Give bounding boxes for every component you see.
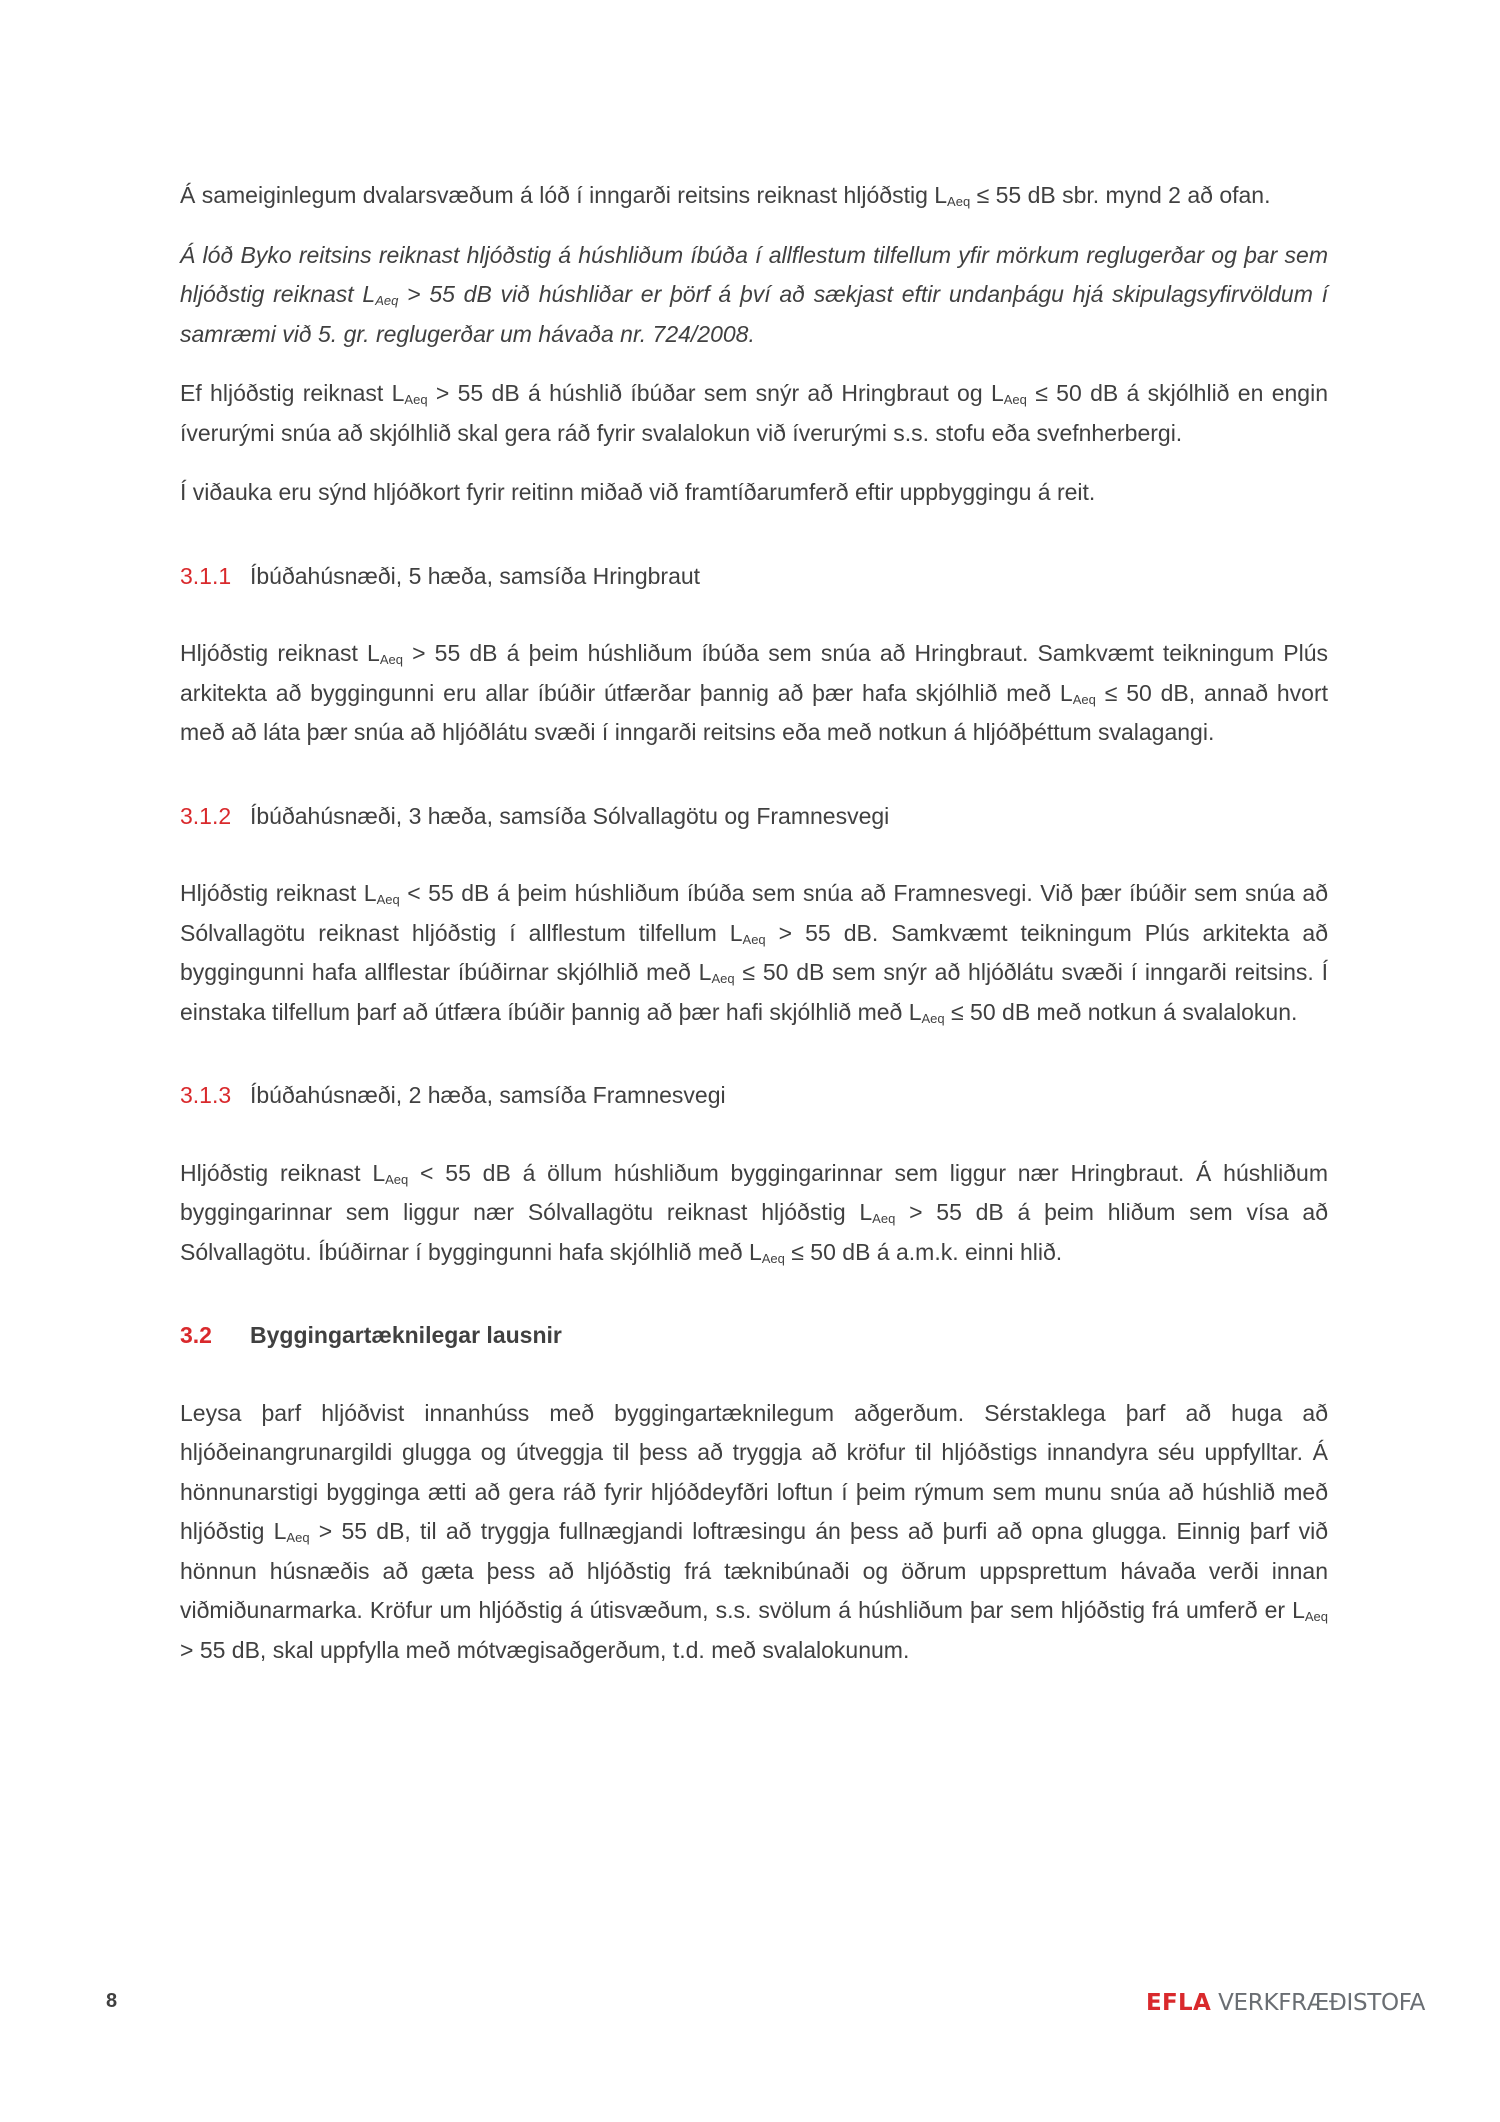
subscript-aeq: Aeq [379,652,403,667]
text-run: > 55 dB á húshlið íbúðar sem snýr að Hringbraut og L [427,380,1004,406]
logo-brand: EFLA [1146,1990,1212,2016]
section-number: 3.1.1 [180,562,232,589]
subscript-aeq: Aeq [947,194,971,209]
text-run: < 55 dB á þeim húshliðum íbúða sem snúa að Framnesvegi. Við þær íbúðir sem snúa að Sólvallagötu reiknast hljóðstig í allflestum tilfellum L [180,880,1329,946]
subscript-aeq: Aeq [286,1530,310,1545]
text-run: > 55 dB, skal uppfylla með mótvægisaðgerðum, t.d. með svalalokunum. [180,1636,910,1663]
text-run: > 55 dB á þeim hliðum sem vísa að Sólvallagötu. Íbúðirnar í byggingunni hafa skjólhlið með L [180,1199,1328,1265]
text-run: Hljóðstig reiknast L [180,640,380,666]
subscript-aeq: Aeq [761,1250,785,1266]
logo-suffix: VERKFRÆÐISTOFA [1211,1990,1426,2016]
section-number: 3.1.2 [180,802,232,829]
section-number: 3.1.3 [180,1082,232,1108]
text-run: ≤ 50 dB á a.m.k. einni hlið. [784,1238,1063,1265]
subscript-aeq: Aeq [1072,691,1096,707]
text-run: ≤ 50 dB á skjólhlið en engin íverurými snúa að skjólhlið skal gera ráð fyrir svalalokun við íverurými s.s. stofu eða svefnherbergi. [180,380,1328,446]
section-heading-3-2 [180,1316,1328,1356]
paragraph-balcony-enclosure [180,374,1328,453]
text-run: < 55 dB á öllum húshliðum byggingarinnar sem liggur nær Hringbraut. Á húshliðum byggingarinnar sem liggur nær Sólvallagötu reiknast hljóðstig L [180,1159,1329,1225]
section-heading-3-1-2 [180,797,1328,837]
subscript-aeq: Aeq [375,293,399,308]
section-heading-3-1-3 [180,1076,1328,1116]
subscript-aeq: Aeq [872,1211,896,1226]
subscript-aeq: Aeq [1003,392,1027,407]
text-run: ≤ 55 dB sbr. mynd 2 að ofan. [970,182,1271,208]
text-run: Hljóðstig reiknast L [180,880,377,906]
paragraph-section-3-2 [180,1394,1328,1671]
section-title: Íbúðahúsnæði, 3 hæða, samsíða Sólvallagötu og Framnesvegi [250,802,890,829]
section-number: 3.2 [180,1322,212,1348]
paragraph-section-3-1-1 [180,634,1328,753]
text-run: Leysa þarf hljóðvist innanhúss með byggingartæknilegum aðgerðum. Sérstaklega þarf að huga að hljóðeinangrunargildi glugga og útveggja til þess að tryggja að kröfur til hljóðstigs innandyra séu uppfylltar. Á hönnunarstigi bygginga ætti að gera ráð fyrir hljóðdeyfðri loftun í þeim rýmum sem munu snúa að húshlið með hljóðstig L [180,1399,1328,1544]
subscript-aeq: Aeq [711,971,735,986]
section-title: Íbúðahúsnæði, 2 hæða, samsíða Framnesvegi [250,1082,726,1108]
text-run: > 55 dB. Samkvæmt teikningum Plús arkitekta að byggingunni hafa allflestar íbúðirnar skjólhlið með L [180,919,1328,985]
text-run: Hljóðstig reiknast L [180,1159,386,1186]
subscript-aeq: Aeq [1304,1609,1328,1624]
subscript-aeq: Aeq [385,1171,409,1187]
subscript-aeq: Aeq [376,892,400,907]
text-run: > 55 dB við húshliðar er þörf á því að sækjast eftir undanþágu hjá skipulagsyfirvöldum í samræmi við 5. gr. reglugerðar um hávaða nr. 724/2008. [180,281,1328,347]
text-run: ≤ 50 dB sem snýr að hljóðlátu svæði í inngarði reitsins. Í einstaka tilfellum þarf að útfæra íbúðir þannig að þær hafi skjólhlið með L [180,959,1328,1025]
text-run: Á lóð Byko reitsins reiknast hljóðstig á húshliðum íbúða í allflestum tilfellum yfir mörkum reglugerðar og þar sem hljóðstig reiknast L [180,241,1328,307]
subscript-aeq: Aeq [921,1010,945,1026]
text-run: ≤ 50 dB með notkun á svalalokun. [944,998,1298,1025]
paragraph-section-3-1-3 [180,1154,1328,1273]
paragraph-courtyard-noise [180,176,1328,216]
subscript-aeq: Aeq [404,392,428,407]
text-run: ≤ 50 dB, annað hvort með að láta þær snúa að hljóðlátu svæði í inngarði reitsins eða með notkun á hljóðþéttum svalagangi. [180,679,1328,745]
paragraph-appendix-note: Í viðauka eru sýnd hljóðkort fyrir reitinn miðað við framtíðarumferð eftir uppbyggingu á reit. [180,479,1096,505]
document-page [180,176,1328,1670]
paragraph-section-3-1-2 [180,874,1328,1032]
text-run: > 55 dB á þeim húshliðum íbúða sem snúa að Hringbraut. Samkvæmt teikningum Plús arkitekta að byggingunni eru allar íbúðir útfærðar þannig að þær hafa skjólhlið með L [180,640,1329,706]
page-number: 8 [106,1990,118,2012]
subscript-aeq: Aeq [742,931,766,947]
text-run: Ef hljóðstig reiknast L [180,380,405,406]
section-heading-3-1-1 [180,557,1328,597]
paragraph-byko-exemption [180,236,1328,355]
section-title: Byggingartæknilegar lausnir [250,1322,562,1348]
section-title: Íbúðahúsnæði, 5 hæða, samsíða Hringbraut [250,562,701,589]
efla-logo [1146,1988,1425,2017]
text-run: > 55 dB, til að tryggja fullnægjandi loftræsingu án þess að þurfi að opna glugga. Einnig þarf við hönnun húsnæðis að gæta þess að hljóðstig frá tæknibúnaði og öðrum uppsprettum hávaða verði innan viðmiðunarmarka. Kröfur um hljóðstig á útisvæðum, s.s. svölum á húshliðum þar sem hljóðstig frá umferð er L [180,1518,1328,1623]
text-run: Á sameiginlegum dvalarsvæðum á lóð í inngarði reitsins reiknast hljóðstig L [180,182,948,208]
